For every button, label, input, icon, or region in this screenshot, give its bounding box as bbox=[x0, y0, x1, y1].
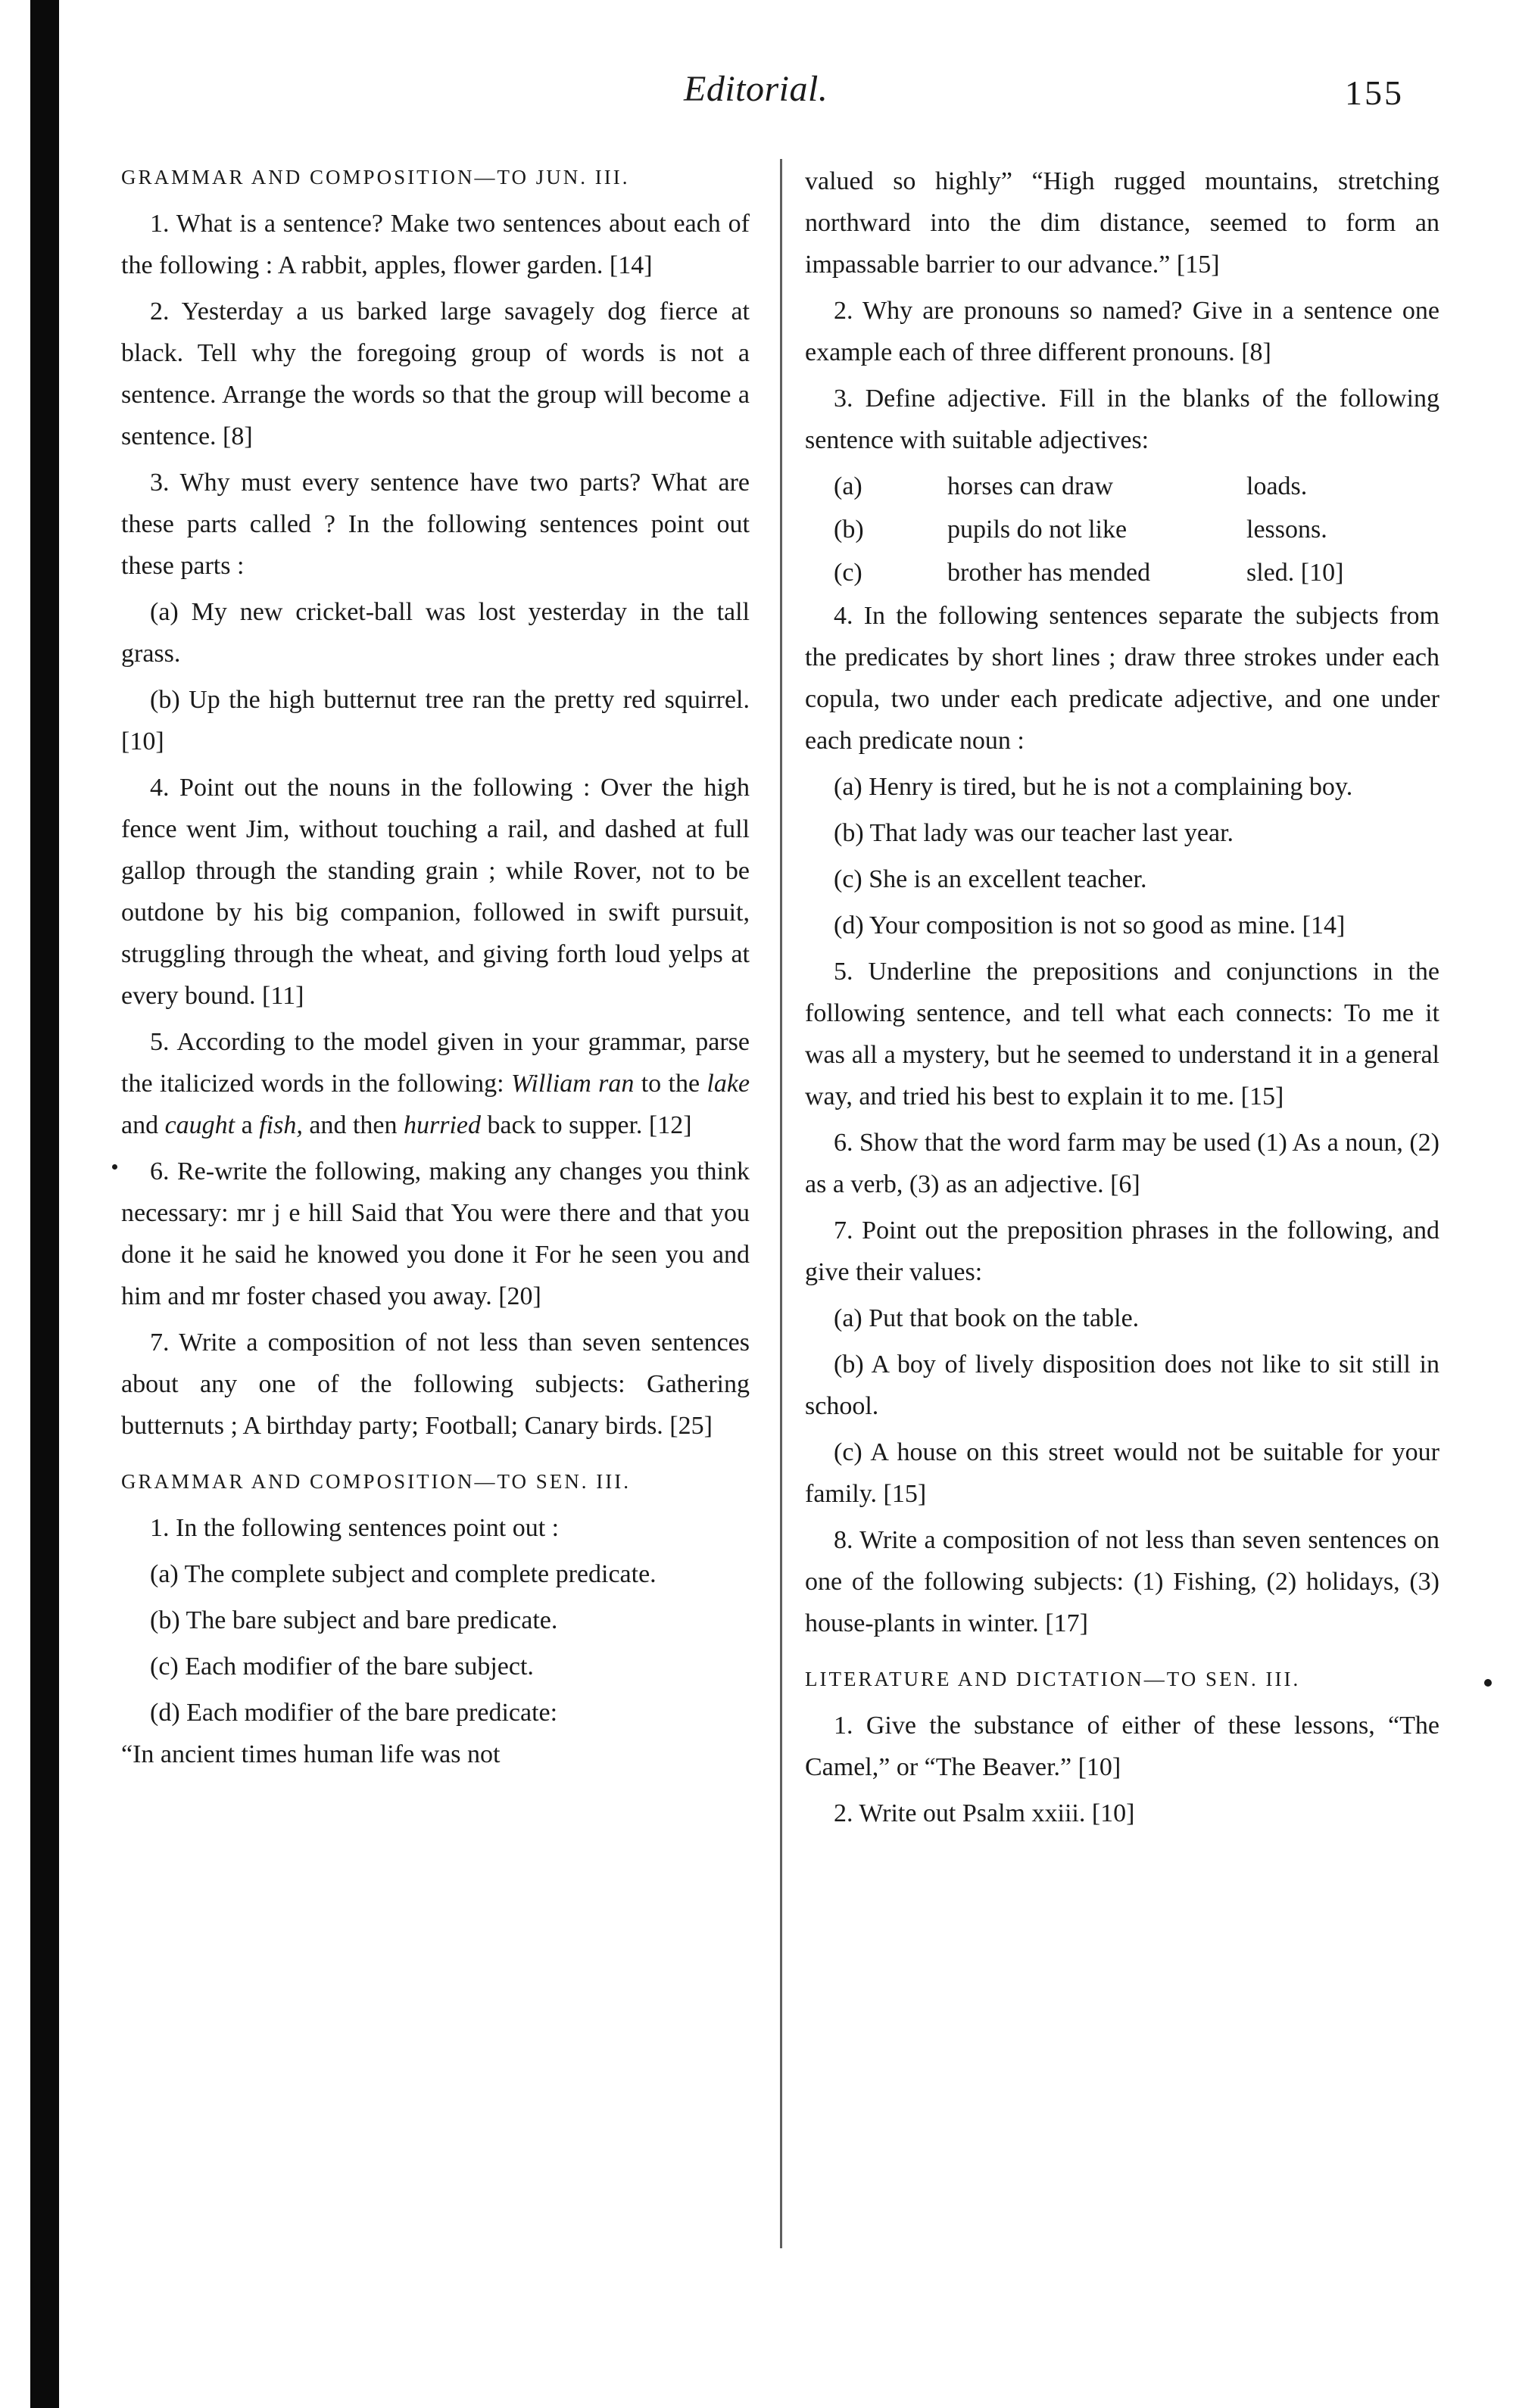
question-5 bbox=[121, 1021, 750, 1146]
blank-text: pupils do not like bbox=[947, 516, 1128, 544]
right-column bbox=[805, 160, 1439, 1839]
q5-italic-word: fish, bbox=[259, 1111, 303, 1139]
question-3a: (a) My new cricket-ball was lost yesterday in the tall grass. bbox=[121, 598, 750, 668]
question-1c: (c) Each modifier of the bare subject. bbox=[150, 1653, 534, 1681]
q5-end: back to supper. [12] bbox=[487, 1111, 692, 1139]
question-7a: (a) Put that book on the table. bbox=[834, 1304, 1140, 1332]
question-1a: (a) The complete subject and complete predicate. bbox=[150, 1560, 657, 1588]
q5-text: a bbox=[241, 1111, 253, 1139]
page-number: 155 bbox=[1345, 73, 1404, 112]
question-1: 1. What is a sentence? Make two sentences about each of the following : A rabbit, apples, flower garden. [14] bbox=[121, 210, 750, 279]
section-heading-sen-iii: GRAMMAR AND COMPOSITION—TO SEN. III. bbox=[121, 1470, 632, 1493]
question-2: 2. Write out Psalm xxiii. [10] bbox=[834, 1799, 1135, 1827]
blank-label: (c) bbox=[834, 559, 862, 587]
question-7c: (c) A house on this street would not be suitable for your family. [15] bbox=[805, 1438, 1439, 1508]
question-4: 4. Point out the nouns in the following : Over the high fence went Jim, without touching a rail, and dashed at full gallop through the standing grain ; while Rover, not to be outdone by his big companion, followed in swift pursuit, struggling through the wheat, and giving forth loud yelps at every bound. [11] bbox=[121, 774, 750, 1010]
question-8: 8. Write a composition of not less than seven sentences on one of the following subjects: (1) Fishing, (2) holidays, (3) house-plants in winter. [17] bbox=[805, 1526, 1439, 1637]
blank-text: lessons. bbox=[1246, 516, 1327, 544]
q5-text: and bbox=[121, 1111, 159, 1139]
blank-row bbox=[805, 466, 1439, 507]
question-4a: (a) Henry is tired, but he is not a complaining boy. bbox=[834, 773, 1353, 801]
q5-start: 5. According to the model given in your grammar, parse the italicized words in the following: bbox=[121, 1028, 750, 1098]
question-5: 5. Underline the prepositions and conjunctions in the following sentence, and tell what each connects: To me it was all a mystery, but he seemed to understand it in a general way, and tried his best to explain it to me. [15] bbox=[805, 958, 1439, 1111]
question-1b: (b) The bare subject and bare predicate. bbox=[150, 1606, 558, 1634]
question-4: 4. In the following sentences separate the subjects from the predicates by short lines ; draw three strokes under each copula, two under each predicate adjective, and one under each predicate noun : bbox=[805, 602, 1439, 755]
question-1: 1. Give the substance of either of these lessons, “The Camel,” or “The Beaver.” [10] bbox=[805, 1712, 1439, 1781]
question-3b: (b) Up the high butternut tree ran the pretty red squirrel. [10] bbox=[121, 686, 750, 755]
q5-italic-word: William ran bbox=[510, 1070, 635, 1098]
question-6: 6. Show that the word farm may be used (1) As a noun, (2) as a verb, (3) as an adjective. [6] bbox=[805, 1129, 1439, 1198]
left-column bbox=[121, 160, 750, 1780]
book-binding-edge bbox=[30, 0, 59, 2408]
question-2: 2. Why are pronouns so named? Give in a sentence one example each of three different pronouns. [8] bbox=[805, 297, 1439, 366]
question-7b: (b) A boy of lively disposition does not like to sit still in school. bbox=[805, 1350, 1439, 1420]
section-heading-literature: LITERATURE AND DICTATION—TO SEN. III. bbox=[805, 1668, 1301, 1690]
running-title: Editorial. bbox=[684, 69, 828, 109]
question-4c: (c) She is an excellent teacher. bbox=[834, 865, 1147, 893]
q5-text: and then bbox=[309, 1111, 398, 1139]
blank-row bbox=[805, 509, 1439, 550]
section-heading-jun-iii: GRAMMAR AND COMPOSITION—TO JUN. III. bbox=[121, 166, 630, 188]
question-1d-quote: “In ancient times human life was not bbox=[121, 1740, 501, 1768]
question-4d: (d) Your composition is not so good as mine. [14] bbox=[834, 911, 1346, 939]
q5-italic-word: lake bbox=[706, 1070, 750, 1098]
question-7: 7. Point out the preposition phrases in the following, and give their values: bbox=[805, 1216, 1439, 1286]
question-7: 7. Write a composition of not less than seven sentences about any one of the following subjects: Gathering butternuts ; A birthday party; Football; Canary birds. [25] bbox=[121, 1329, 750, 1440]
question-4b: (b) That lady was our teacher last year. bbox=[834, 819, 1234, 847]
blank-text: brother has mended bbox=[947, 559, 1151, 587]
blank-text: horses can draw bbox=[947, 472, 1114, 500]
ink-speck bbox=[1484, 1679, 1492, 1687]
question-3: 3. Define adjective. Fill in the blanks of the following sentence with suitable adjectives: bbox=[805, 385, 1439, 454]
question-1d: (d) Each modifier of the bare predicate: bbox=[150, 1699, 558, 1727]
column-divider bbox=[780, 159, 782, 2248]
question-2: 2. Yesterday a us barked large savagely dog fierce at black. Tell why the foregoing group of words is not a sentence. Arrange the words so that the group will become a sentence. [8] bbox=[121, 297, 750, 450]
q5-italic-word: hurried bbox=[404, 1111, 481, 1139]
q5-text: to the bbox=[641, 1070, 700, 1098]
quote-continuation: valued so highly” “High rugged mountains, stretching northward into the dim distance, seemed to form an impassable barrier to our advance.” [15] bbox=[805, 167, 1439, 279]
blank-row bbox=[805, 552, 1439, 593]
blank-text: sled. [10] bbox=[1246, 559, 1344, 587]
blank-text: loads. bbox=[1246, 472, 1308, 500]
question-6: 6. Re-write the following, making any changes you think necessary: mr j e hill Said that You were there and that you done it he said he knowed you done it For he seen you and him and mr foster chased you away. [20] bbox=[121, 1157, 750, 1310]
q5-italic-word: caught bbox=[164, 1111, 235, 1139]
blank-label: (a) bbox=[834, 472, 862, 500]
question-3: 3. Why must every sentence have two parts? What are these parts called ? In the following sentences point out these parts : bbox=[121, 469, 750, 580]
ink-speck bbox=[112, 1164, 117, 1170]
question-1: 1. In the following sentences point out : bbox=[150, 1514, 560, 1542]
blank-label: (b) bbox=[834, 516, 864, 544]
